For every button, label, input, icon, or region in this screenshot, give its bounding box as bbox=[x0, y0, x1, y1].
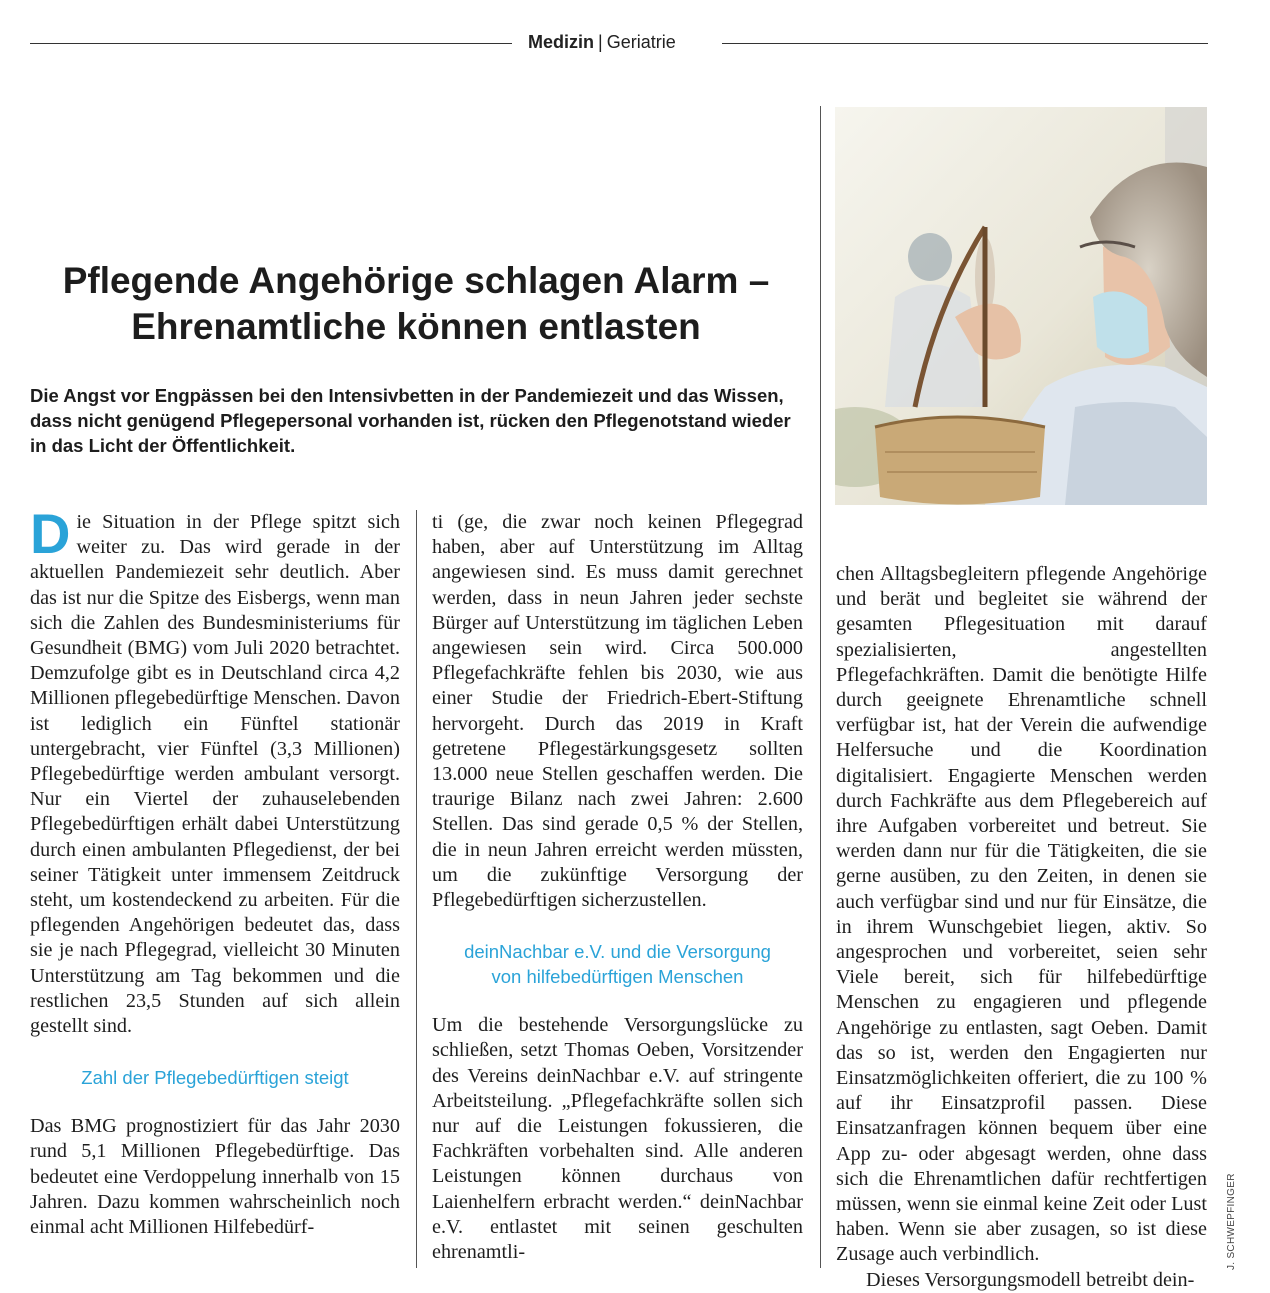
subsection-label: Geriatrie bbox=[606, 32, 676, 52]
column-rule-1 bbox=[416, 510, 417, 1268]
photo-illustration bbox=[835, 107, 1207, 505]
section-label: Medizin bbox=[528, 32, 594, 52]
text-column-1 bbox=[30, 502, 400, 1240]
paragraph: Das BMG prognostiziert für das Jahr 2030 rund 5,1 Millionen Pflegebedürftige. Das bedeutet eine Verdoppelung innerhalb von 15 Jahren. Dazu kommen wahrscheinlich noch einmal acht Millionen Hilfebedürf- bbox=[30, 1115, 400, 1239]
dropcap: D bbox=[30, 502, 71, 565]
subheading bbox=[432, 939, 803, 989]
text-column-3 bbox=[836, 562, 1207, 1293]
article-photo bbox=[835, 107, 1207, 505]
title-line-2: Ehrenamtliche können entlasten bbox=[131, 306, 701, 347]
paragraph: Dieses Versorgungsmodell betreibt dein- bbox=[866, 1268, 1195, 1291]
section-separator: | bbox=[598, 32, 603, 52]
paragraph bbox=[30, 502, 400, 1039]
photo-credit: J. SCHWEPFINGER bbox=[1226, 1173, 1237, 1270]
article-lead: Die Angst vor Engpässen bei den Intensivbetten in der Pandemiezeit und das Wissen, dass nicht genügend Pflegepersonal vorhanden ist, rücken den Pflegenotstand wieder in das Licht der Öffentlichkeit. bbox=[30, 385, 791, 456]
column-rule-2 bbox=[820, 106, 821, 1268]
subheading: Zahl der Pflegebedürftigen steigt bbox=[81, 1067, 349, 1089]
paragraph: ti (ge, die zwar noch keinen Pflegegrad haben, aber auf Unterstützung im Alltag angewiesen sind. Es muss damit gerechnet werden, dass in neun Jahren jeder sechste Bürger auf Unterstützung im täglichen Leben angewiesen sein wird. Circa 500.000 Pflegefachkräfte fehlen bis 2030, wie aus einer Studie der Friedrich-Ebert-Stiftung hervorgeht. Durch das 2019 in Kraft getretene Pflegestärkungsgesetz sollten 13.000 neue Stellen geschaffen werden. Die traurige Bilanz nach zwei Jahren: 2.600 Stellen. Das sind gerade 0,5 % der Stellen, die in neun Jahren erreicht werden müssten, um die zukünftige Versorgung der Pflegebedürftigen sicherzustellen. bbox=[432, 511, 803, 912]
text-column-2 bbox=[432, 510, 803, 1265]
subheading-line-2: von hilfebedürftigen Menschen bbox=[491, 966, 744, 988]
paragraph-text: ie Situation in der Pflege spitzt sich weiter zu. Das wird gerade in der aktuellen Pandemiezeit sehr deutlich. Aber das ist nur die Spitze des Eisbergs, wenn man sich die Zahlen des Bundesministeriums für Gesundheit (BMG) vom Juli 2020 betrachtet. Demzufolge gibt es in Deutschland circa 4,2 Millionen pflegebedürftige Menschen. Davon ist lediglich ein Fünftel stationär untergebracht, vier Fünftel (3,3 Millionen) Pflegebedürftige werden ambulant versorgt. Nur ein Viertel der zuhauselebenden Pflegebedürftigen erhält dabei Unterstützung durch einen ambulanten Pflegedienst, der bei seiner Tätigkeit unter immensem Zeitdruck steht, um kostendeckend zu arbeiten. Für die pflegenden Angehörigen bedeutet das, dass sie je nach Pflegegrad, vielleicht 30 Minuten Unterstützung am Tag bekommen und die restlichen 23,5 Stunden auf sich allein gestellt sind. bbox=[30, 511, 400, 1038]
header-rule-right bbox=[722, 43, 1208, 44]
header-rule-left bbox=[30, 43, 512, 44]
paragraph: Um die bestehende Versorgungslücke zu schließen, setzt Thomas Oeben, Vorsitzender des Vereins deinNachbar e.V. auf stringente Arbeitsteilung. „Pflegefachkräfte sollen sich nur auf die Leistungen fokussieren, die Fachkräften vorbehalten sind. Alle anderen Leistungen können durchaus von Laienhelfern erbracht werden.“ deinNachbar e.V. entlastet mit seinen geschulten ehrenamtli- bbox=[432, 1014, 803, 1264]
article-title bbox=[28, 258, 804, 350]
subheading-line-1: deinNachbar e.V. und die Versorgung bbox=[464, 941, 771, 963]
section-header bbox=[528, 31, 676, 53]
title-line-1: Pflegende Angehörige schlagen Alarm – bbox=[62, 260, 770, 301]
paragraph: chen Alltagsbegleitern pflegende Angehörige und berät und begleitet sie während der gesamten Pflegesituation mit darauf spezialisierten, angestellten Pflegefachkräften. Damit die benötigte Hilfe durch geeignete Ehrenamtliche schnell verfügbar ist, hat der Verein die aufwendige Helfersuche und die Koordination digitalisiert. Engagierte Menschen werden durch Fachkräfte aus dem Pflegebereich auf ihre Aufgaben vorbereitet und betreut. Sie werden dann nur für die Tätigkeiten, die sie gerne ausüben, zu den Zeiten, in denen sie auch verfügbar sind und nur für Einsätze, die in ihrem Wunschgebiet liegen, aktiv. So angesprochen und vorbereitet, seien sehr Viele bereit, sich für hilfebedürftige Menschen zu engagieren und pflegende Angehörige zu entlasten, sagt Oeben. Damit das so ist, werden den Engagierten nur Einsatzmöglichkeiten offeriert, die zu 100 % auf ihr Einsatzprofil passen. Diese Einsatzanfragen können bequem über eine App zu- oder abgesagt werden, ohne dass sich die Ehrenamtlichen dafür rechtfertigen müssen, wenn sie einmal keine Zeit oder Lust haben. Wenn sie aber zusagen, so ist diese Zusage auch verbindlich. bbox=[836, 563, 1207, 1266]
